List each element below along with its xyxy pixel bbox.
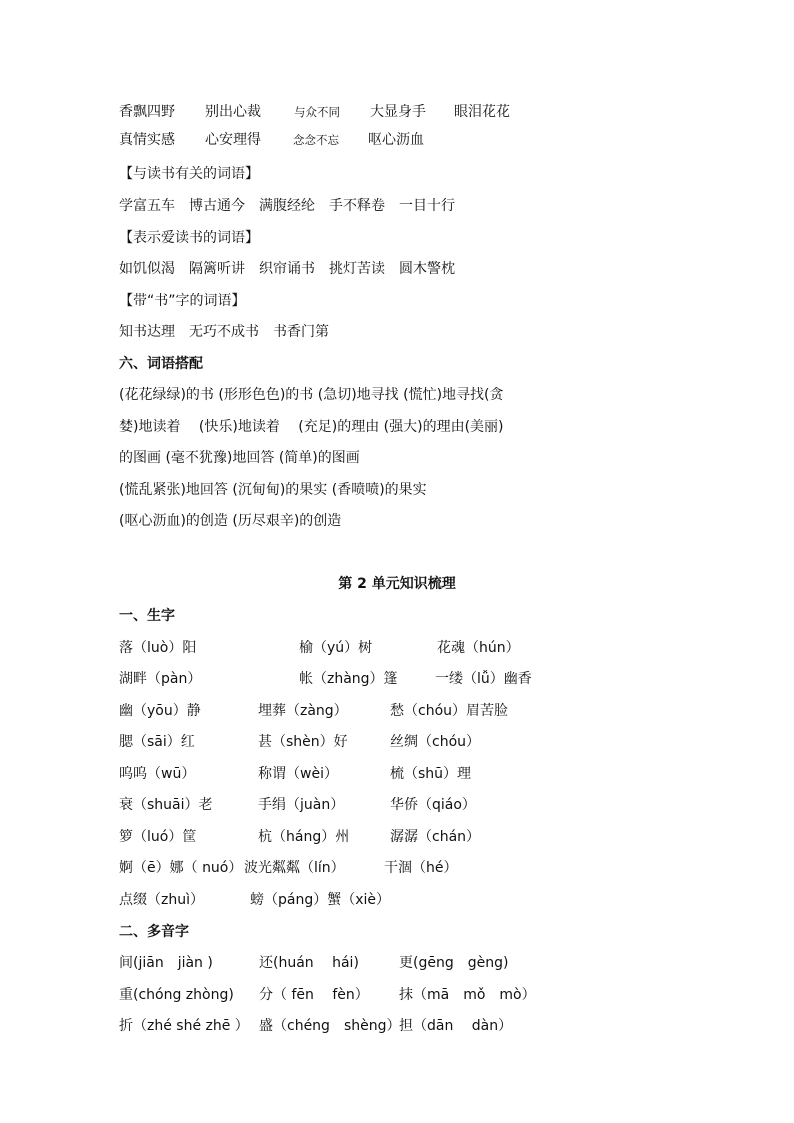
shu-words: 知书达理 无巧不成书 书香门第 bbox=[119, 324, 329, 340]
character-entry: 甚（shèn）好 bbox=[258, 734, 348, 750]
character-entry: 埋葬（zàng） bbox=[258, 703, 348, 719]
character-entry: 手绢（juàn） bbox=[258, 797, 345, 813]
idiom: 与众不同 bbox=[294, 105, 340, 119]
idiom: 大显身手 bbox=[370, 104, 426, 120]
character-entry: 称谓（wèi） bbox=[258, 766, 338, 782]
collocation-line: 婪)地读着 (快乐)地读着 (充足)的理由 (强大)的理由(美丽) bbox=[119, 419, 504, 435]
section-heading-reading: 【与读书有关的词语】 bbox=[119, 166, 259, 182]
character-entry: 榆（yú）树 bbox=[299, 640, 373, 656]
polyphonic-entry: 间(jiān jiàn ) bbox=[119, 955, 213, 971]
section-heading-polyphonic: 二、多音字 bbox=[119, 924, 189, 940]
character-entry: 婀（ē）娜（ nuó） bbox=[119, 860, 243, 876]
unit-title: 第 2 单元知识梳理 bbox=[338, 576, 456, 592]
polyphonic-entry: 重(chóng zhòng) bbox=[119, 987, 234, 1003]
idiom: 香飘四野 bbox=[119, 104, 175, 120]
character-entry: 干涸（hé） bbox=[384, 860, 458, 876]
collocation-line: (花花绿绿)的书 (形形色色)的书 (急切)地寻找 (慌忙)地寻找(贪 bbox=[119, 387, 504, 403]
polyphonic-entry: 担（dān dàn） bbox=[399, 1018, 513, 1034]
character-entry: 一缕（lǚ）幽香 bbox=[435, 671, 532, 687]
character-entry: 愁（chóu）眉苦脸 bbox=[390, 703, 509, 719]
character-entry: 点缀（zhuì） bbox=[119, 892, 204, 908]
character-entry: 华侨（qiáo） bbox=[390, 797, 476, 813]
collocation-line: (呕心沥血)的创造 (历尽艰辛)的创造 bbox=[119, 513, 342, 529]
polyphonic-entry: 分（ fēn fèn） bbox=[259, 987, 369, 1003]
collocation-line: 的图画 (毫不犹豫)地回答 (简单)的图画 bbox=[119, 450, 360, 466]
polyphonic-entry: 折（zhé shé zhē ） bbox=[119, 1018, 249, 1034]
character-entry: 幽（yōu）静 bbox=[119, 703, 201, 719]
section-heading-love-reading: 【表示爱读书的词语】 bbox=[119, 230, 259, 246]
character-entry: 衰（shuāi）老 bbox=[119, 797, 213, 813]
collocation-line: (慌乱紧张)地回答 (沉甸甸)的果实 (香喷喷)的果实 bbox=[119, 482, 427, 498]
polyphonic-entry: 还(huán hái) bbox=[259, 955, 359, 971]
idiom: 念念不忘 bbox=[293, 133, 339, 147]
idiom: 呕心沥血 bbox=[368, 132, 424, 148]
polyphonic-entry: 盛（chéng shèng） bbox=[259, 1018, 401, 1034]
polyphonic-entry: 抹（mā mǒ mò） bbox=[399, 987, 536, 1003]
idiom: 心安理得 bbox=[205, 132, 261, 148]
character-entry: 螃（páng）蟹（xiè） bbox=[250, 892, 391, 908]
section-heading-new-characters: 一、生字 bbox=[119, 608, 175, 624]
character-entry: 落（luò）阳 bbox=[119, 640, 197, 656]
character-entry: 腮（sāi）红 bbox=[119, 734, 195, 750]
character-entry: 湖畔（pàn） bbox=[119, 671, 202, 687]
character-entry: 杭（háng）州 bbox=[258, 829, 350, 845]
idiom: 眼泪花花 bbox=[454, 104, 510, 120]
love-reading-words: 如饥似渴 隔篱听讲 织帘诵书 挑灯苦读 圆木警枕 bbox=[119, 261, 455, 277]
idiom: 别出心裁 bbox=[205, 104, 261, 120]
character-entry: 波光粼粼（lín） bbox=[244, 860, 345, 876]
polyphonic-entry: 更(gēng gèng) bbox=[399, 955, 509, 971]
character-entry: 潺潺（chán） bbox=[390, 829, 481, 845]
character-entry: 丝绸（chóu） bbox=[390, 734, 481, 750]
polyphonic-row bbox=[119, 1016, 513, 1116]
section-heading-shu-words: 【带“书”字的词语】 bbox=[119, 293, 246, 309]
character-entry: 帐（zhàng）篷 bbox=[299, 671, 398, 687]
character-entry: 箩（luó）筐 bbox=[119, 829, 197, 845]
idiom: 真情实感 bbox=[119, 132, 175, 148]
character-entry: 呜呜（wū） bbox=[119, 766, 196, 782]
reading-words: 学富五车 博古通今 满腹经纶 手不释卷 一目十行 bbox=[119, 198, 455, 214]
section-heading-collocation: 六、词语搭配 bbox=[119, 356, 203, 372]
character-entry: 梳（shū）理 bbox=[390, 766, 472, 782]
character-entry: 花魂（hún） bbox=[437, 640, 520, 656]
